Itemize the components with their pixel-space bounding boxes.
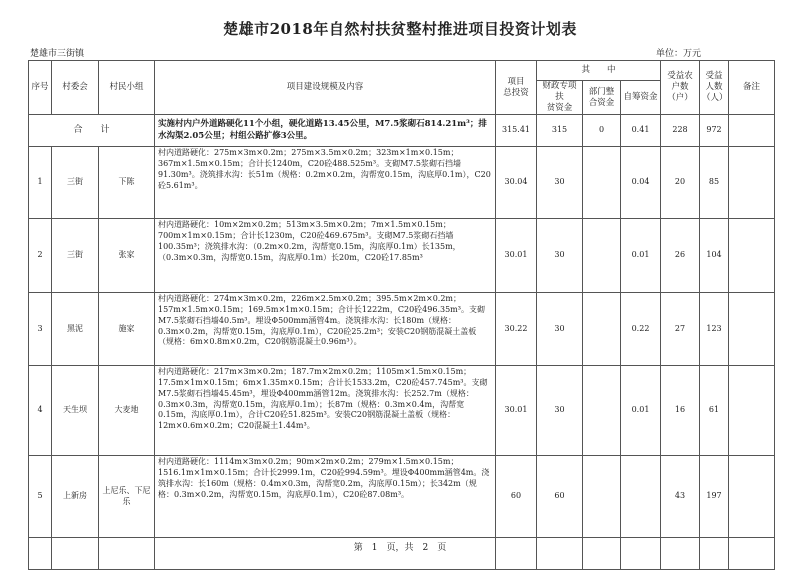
cell-content: 村内道路硬化：275m×3m×0.2m；275m×3.5m×0.2m；323m×1m×0.15m；367m×1.5m×0.15m；合计长1240m，C20砼488.525m³。支砌M7.5浆砌石挡墙91.30m³。浇筑排水沟：长51m（规格：0.2m×0.2m，沟帮宽0.15m，沟底厚0.1m），C20砼5.61m³。: [155, 147, 496, 219]
cell-people: 104: [700, 219, 729, 293]
header-among: 其 中: [537, 61, 661, 81]
header-village-committee: 村委会: [52, 61, 99, 115]
cell-fiscal: 30: [537, 293, 583, 366]
cell-total: 30.01: [496, 366, 537, 456]
header-total: 项目 总投资: [496, 61, 537, 115]
cell-self: 0.22: [621, 293, 661, 366]
document-title: 楚雄市2018年自然村扶贫整村推进项目投资计划表: [223, 20, 577, 38]
cell-households: 20: [661, 147, 700, 219]
cell-remark: [729, 219, 775, 293]
cell-fiscal: 30: [537, 147, 583, 219]
table-row: [29, 147, 775, 219]
cell-seq: 2: [29, 219, 52, 293]
cell-total: 60: [496, 456, 537, 538]
summary-dept: 0: [583, 115, 621, 147]
cell-remark: [729, 456, 775, 538]
cell-households: 26: [661, 219, 700, 293]
cell-group: 大麦地: [99, 366, 155, 456]
table-row: [29, 219, 775, 293]
investment-table: [28, 60, 775, 570]
cell-content: 村内道路硬化：1114m×3m×0.2m；90m×2m×0.2m；279m×1.5m×0.15m；1516.1m×1m×0.15m；合计长2999.1m，C20砼994.59m³。埋设Φ400mm涵管4m。浇筑排水沟：长160m（规格：0.4m×0.3m，沟帮宽0.2m，沟底厚0.15m）；长342m（规格：0.3m×0.2m，沟帮宽0.15m，沟底厚0.1m），C20砼87.08m³。: [155, 456, 496, 538]
summary-fiscal: 315: [537, 115, 583, 147]
cell-total: 30.04: [496, 147, 537, 219]
cell-households: 27: [661, 293, 700, 366]
cell-fiscal: 30: [537, 219, 583, 293]
cell-dept: [583, 147, 621, 219]
cell-self: 0.04: [621, 147, 661, 219]
summary-households: 228: [661, 115, 700, 147]
cell-people: 123: [700, 293, 729, 366]
cell-self: 0.01: [621, 219, 661, 293]
header-group: 村民小组: [99, 61, 155, 115]
table-row: [29, 456, 775, 538]
header-people: 受益 人数 （人）: [700, 61, 729, 115]
summary-people: 972: [700, 115, 729, 147]
cell-fiscal: 60: [537, 456, 583, 538]
header-fiscal: 财政专项扶 贫资金: [537, 81, 583, 115]
cell-remark: [729, 366, 775, 456]
cell-households: 16: [661, 366, 700, 456]
cell-people: 197: [700, 456, 729, 538]
cell-seq: 3: [29, 293, 52, 366]
cell-people: 61: [700, 366, 729, 456]
cell-content: 村内道路硬化：217m×3m×0.2m；187.7m×2m×0.2m；1105m×1.5m×0.15m；17.5m×1m×0.15m；6m×1.35m×0.15m；合计长1533.2m，C20砼457.745m³。支砌M7.5浆砌石挡墙45.45m³，埋设Φ400mm涵管12m。浇筑排水沟：长252.7m（规格：0.3m×0.3m，沟帮宽0.15m，沟底厚0.1m）；长87m（规格：0.3m×0.4m，沟帮宽0.15m，沟底厚0.1m），合计C20砼51.825m³。安装C20钢筋混凝土盖板（规格：12m×0.6m×0.2m；C20混凝土1.44m³。: [155, 366, 496, 456]
cell-group: 上尼乐、下尼乐: [99, 456, 155, 538]
table-row: [29, 293, 775, 366]
header-dept: 部门整 合资金: [583, 81, 621, 115]
cell-self: [621, 456, 661, 538]
unit-label: 单位：万元: [656, 49, 702, 59]
cell-content: 村内道路硬化：274m×3m×0.2m，226m×2.5m×0.2m；395.5m×2m×0.2m；157m×1.5m×0.15m；169.5m×1m×0.15m；合计长1222m，C20砼496.35m³。支砌M7.5浆砌石挡墙40.5m³。埋设Φ500mm涵管4m。浇筑排水沟：长180m（规格：0.3m×0.2m，沟帮宽0.15m，沟底厚0.1m），C20砼25.2m³；安装C20钢筋混凝土盖板（规格：6m×0.8m×0.2m，C20钢筋混凝土0.96m³）。: [155, 293, 496, 366]
cell-content: 村内道路硬化：10m×2m×0.2m；513m×3.5m×0.2m；7m×1.5m×0.15m；700m×1m×0.15m；合计长1230m，C20砼469.675m³。支砌M7.5浆砌石挡墙100.35m³；浇筑排水沟：（0.2m×0.2m，沟帮宽0.15m，沟底厚0.1m）长135m，（0.3m×0.3m，沟帮宽0.15m，沟底厚0.1m）长20m，C20砼17.85m³: [155, 219, 496, 293]
summary-label: 合 计: [29, 115, 155, 147]
town-label: 楚雄市三街镇: [30, 49, 85, 59]
table-row: [29, 366, 775, 456]
cell-self: 0.01: [621, 366, 661, 456]
header-content: 项目建设规模及内容: [155, 61, 496, 115]
summary-total: 315.41: [496, 115, 537, 147]
cell-total: 30.01: [496, 219, 537, 293]
cell-dept: [583, 456, 621, 538]
cell-committee: 上新房: [52, 456, 99, 538]
cell-committee: 三街: [52, 147, 99, 219]
cell-group: 施家: [99, 293, 155, 366]
cell-dept: [583, 366, 621, 456]
header-self: 自筹资金: [621, 81, 661, 115]
cell-people: 85: [700, 147, 729, 219]
cell-committee: 天生坝: [52, 366, 99, 456]
summary-row: [29, 115, 775, 147]
cell-dept: [583, 219, 621, 293]
cell-group: 下陈: [99, 147, 155, 219]
header-row-1: [29, 61, 775, 81]
summary-content: 实施村内户外道路硬化11个小组，硬化道路13.45公里，M7.5浆砌石814.21m³；排水沟渠2.05公里；村组公路扩修3公里。: [155, 115, 496, 147]
cell-seq: 1: [29, 147, 52, 219]
summary-self: 0.41: [621, 115, 661, 147]
header-seq: 序号: [29, 61, 52, 115]
cell-committee: 三街: [52, 219, 99, 293]
cell-seq: 4: [29, 366, 52, 456]
cell-fiscal: 30: [537, 366, 583, 456]
header-households: 受益农 户数 （户）: [661, 61, 700, 115]
cell-households: 43: [661, 456, 700, 538]
header-remark: 备注: [729, 61, 775, 115]
page-footer: 第 1 页，共 2 页: [353, 543, 447, 553]
cell-committee: 黑泥: [52, 293, 99, 366]
cell-dept: [583, 293, 621, 366]
summary-remark: [729, 115, 775, 147]
cell-remark: [729, 147, 775, 219]
cell-seq: 5: [29, 456, 52, 538]
cell-remark: [729, 293, 775, 366]
cell-total: 30.22: [496, 293, 537, 366]
cell-group: 张家: [99, 219, 155, 293]
